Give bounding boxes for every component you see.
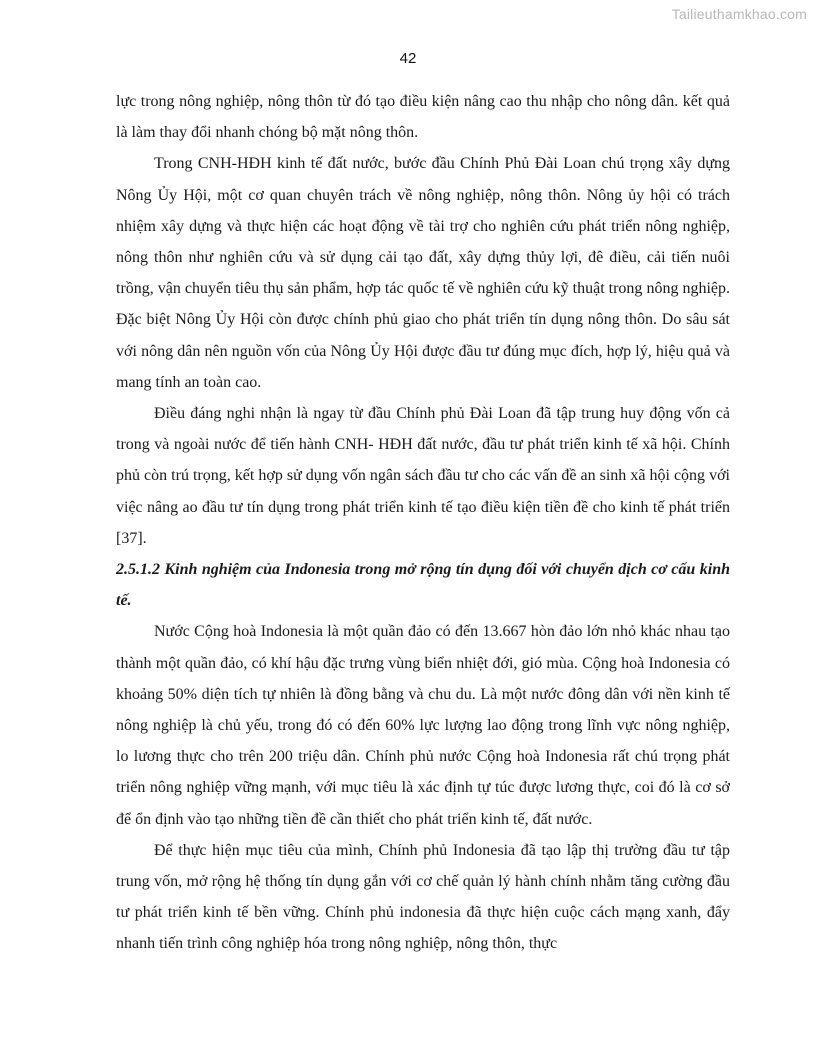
section-heading: 2.5.1.2 Kinh nghiệm của Indonesia trong mở rộng tín dụng đối với chuyển dịch cơ cấu kinh tế. xyxy=(116,561,730,610)
paragraph-indonesia-policy: Để thực hiện mục tiêu của mình, Chính phủ Indonesia đã tạo lập thị trường đầu tư tập trung vốn, mở rộng hệ thống tín dụng gắn với cơ chế quản lý hành chính nhằm tăng cường đầu tư phát triển kinh tế bền vững. Chính phủ indonesia đã thực hiện cuộc cách mạng xanh, đẩy nhanh tiến trình công nghiệp hóa trong nông nghiệp, nông thôn, thực xyxy=(116,841,730,953)
paragraph-nong-uy-hoi: Trong CNH-HĐH kinh tế đất nước, bước đầu Chính Phủ Đài Loan chú trọng xây dựng Nông Ủy Hội, một cơ quan chuyên trách về nông nghiệp, nông thôn. Nông ủy hội có trách nhiệm xây dựng và thực hiện các hoạt động về tài trợ cho nghiên cứu phát triển nông nghiệp, nông thôn như nghiên cứu và sử dụng cải tạo đất, xây dựng thủy lợi, đê điều, cải tiến nuôi trồng, vận chuyển tiêu thụ sản phẩm, hợp tác quốc tế về nghiên cứu kỹ thuật trong nông nghiệp. Đặc biệt Nông Ủy Hội còn được chính phủ giao cho phát triển tín dụng nông thôn. Do sâu sát với nông dân nên nguồn vốn của Nông Ủy Hội được đầu tư đúng mục đích, hợp lý, hiệu quả và mang tính an toàn cao. xyxy=(116,155,730,391)
paragraph-continuation: lực trong nông nghiệp, nông thôn từ đó tạo điều kiện nâng cao thu nhập cho nông dân. kết quả là làm thay đổi nhanh chóng bộ mặt nông thôn. xyxy=(116,93,730,142)
paragraph-taiwan-capital: Điều đáng nghi nhận là ngay từ đầu Chính phủ Đài Loan đã tập trung huy động vốn cả trong và ngoài nước để tiến hành CNH- HĐH đất nước, đầu tư phát triển kinh tế xã hội. Chính phủ còn trú trọng, kết hợp sử dụng vốn ngân sách đầu tư cho các vấn đề an sinh xã hội cộng với việc nâng ao đầu tư tín dụng trong phát triển kinh tế tạo điều kiện tiền đề cho kinh tế phát triển [37]. xyxy=(116,405,730,547)
document-body xyxy=(116,86,730,960)
paragraph-indonesia-overview: Nước Cộng hoà Indonesia là một quần đảo có đến 13.667 hòn đảo lớn nhỏ khác nhau tạo thành một quần đảo, có khí hậu đặc trưng vùng biển nhiệt đới, gió mùa. Cộng hoà Indonesia có khoảng 50% diện tích tự nhiên là đồng bằng và chu du. Là một nước đông dân với nền kinh tế nông nghiệp là chủ yếu, trong đó có đến 60% lực lượng lao động trong lĩnh vực nông nghiệp, lo lương thực cho trên 200 triệu dân. Chính phủ nước Cộng hoà Indonesia rất chú trọng phát triển nông nghiệp vững mạnh, với mục tiêu là xác định tự túc được lương thực, coi đó là cơ sở để ổn định vào tạo những tiền đề cần thiết cho phát triển kinh tế, đất nước. xyxy=(116,623,730,828)
page-number: 42 xyxy=(399,50,417,67)
watermark-text: Tailieuthamkhao.com xyxy=(671,6,807,22)
